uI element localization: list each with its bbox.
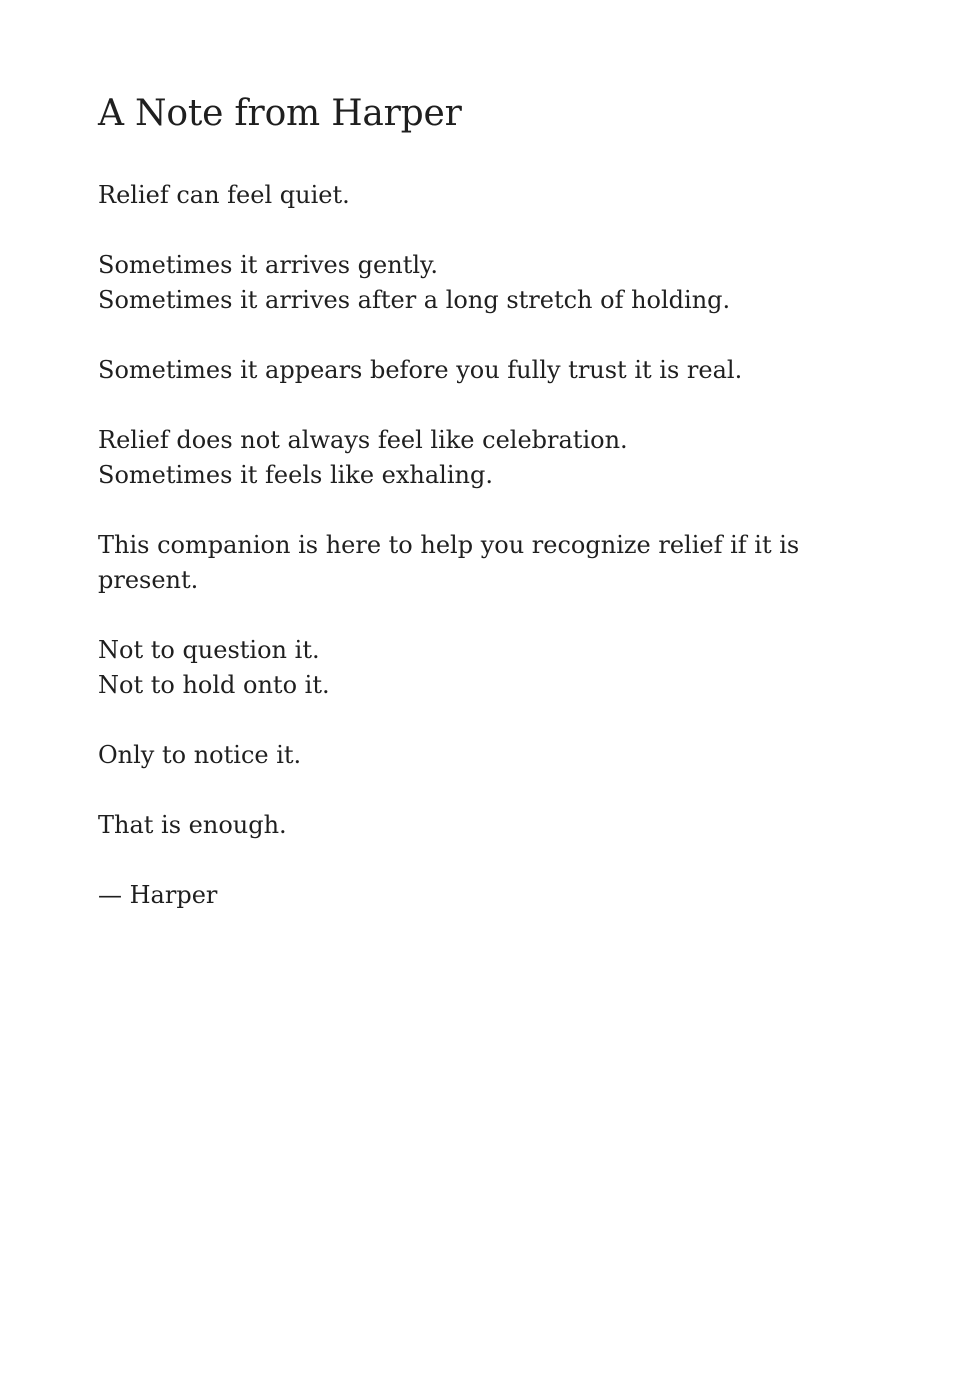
paragraph-arrives [98,248,878,318]
paragraph-relief-quiet [98,178,878,213]
paragraph-appears [98,353,878,388]
text-line: Relief can feel quiet. [98,181,350,209]
paragraph-celebration [98,423,878,493]
page-title: A Note from Harper [98,93,462,134]
text-line: Sometimes it feels like exhaling. [98,461,493,489]
text-line: Sometimes it arrives gently. [98,251,439,279]
text-line: This companion is here to help you recognize relief if it is present. [98,531,800,594]
note-page [98,90,878,913]
text-line: Not to question it. [98,636,320,664]
signature: — Harper [98,881,218,909]
text-line: Only to notice it. [98,741,302,769]
note-body [98,178,878,913]
text-line: Sometimes it appears before you fully trust it is real. [98,356,743,384]
paragraph-notice [98,738,878,773]
text-line: Relief does not always feel like celebration. [98,426,628,454]
text-line: Sometimes it arrives after a long stretch of holding. [98,286,731,314]
text-line: Not to hold onto it. [98,671,330,699]
paragraph-companion [98,528,878,598]
paragraph-not-to [98,633,878,703]
paragraph-enough [98,808,878,843]
text-line: That is enough. [98,811,287,839]
